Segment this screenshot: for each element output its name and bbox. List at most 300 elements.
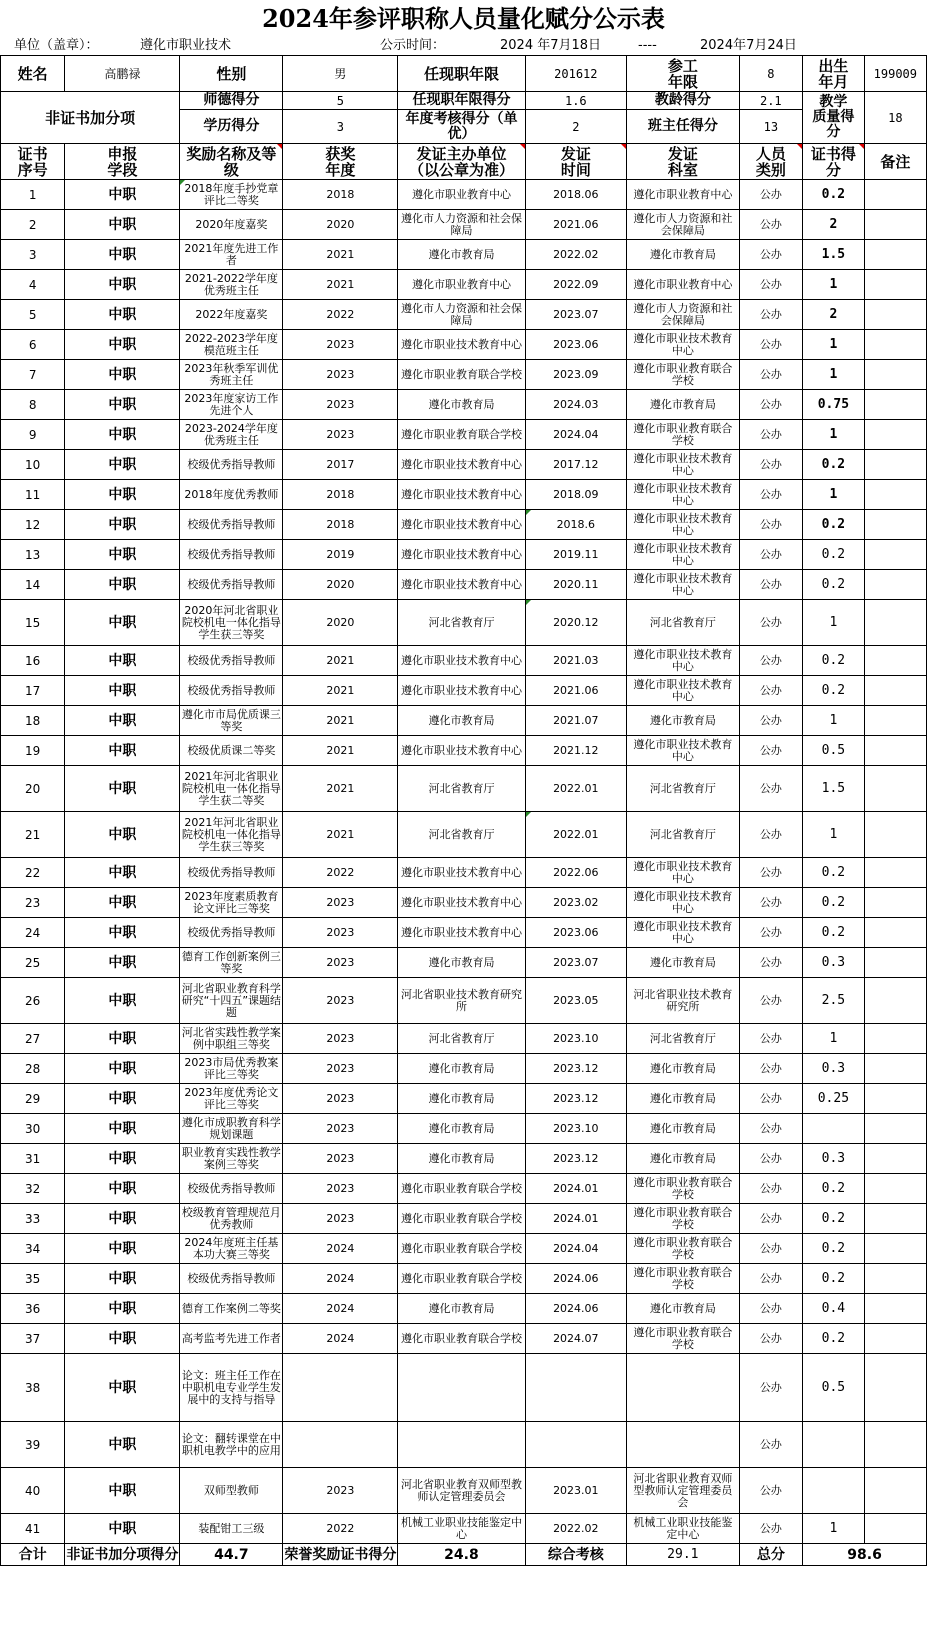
table-row <box>1 1114 927 1144</box>
cell-issue-office: 河北省职业技术教育研究所 <box>627 978 739 1024</box>
totals-row <box>1 1544 927 1566</box>
cell-award-year: 2023 <box>283 948 398 978</box>
cell-staff-type: 公办 <box>739 1422 803 1468</box>
publish-dash: ---- <box>638 38 657 53</box>
cell-award-year: 2023 <box>283 918 398 948</box>
table-row <box>1 1294 927 1324</box>
cell-cert-no: 16 <box>1 646 65 676</box>
tenure-score-label: 任现职年限得分 <box>398 92 525 110</box>
cell-award-year: 2018 <box>283 510 398 540</box>
cell-issuer: 遵化市职业教育联合学校 <box>398 1234 525 1264</box>
column-header-stage: 申报 学段 <box>65 144 180 180</box>
cell-cert-no: 17 <box>1 676 65 706</box>
cell-staff-type: 公办 <box>739 510 803 540</box>
cell-staff-type: 公办 <box>739 1324 803 1354</box>
cell-award-name: 校级优秀指导教师 <box>180 1174 283 1204</box>
cell-issue-date: 2019.11 <box>525 540 627 570</box>
cell-cert-no: 23 <box>1 888 65 918</box>
cell-cert-no: 1 <box>1 180 65 210</box>
cell-award-year <box>283 1354 398 1422</box>
cell-award-name: 校级优秀指导教师 <box>180 540 283 570</box>
cell-cert-no: 38 <box>1 1354 65 1422</box>
cell-remarks <box>864 1294 926 1324</box>
gender-label: 性别 <box>180 56 283 92</box>
table-row <box>1 300 927 330</box>
cell-issue-date: 2022.02 <box>525 240 627 270</box>
cell-staff-type: 公办 <box>739 1144 803 1174</box>
cell-cert-no: 33 <box>1 1204 65 1234</box>
cell-stage: 中职 <box>65 1024 180 1054</box>
cell-remarks <box>864 1468 926 1514</box>
cell-remarks <box>864 676 926 706</box>
cell-award-year: 2023 <box>283 420 398 450</box>
cell-cert-no: 18 <box>1 706 65 736</box>
cell-issue-office: 遵化市职业技术教育中心 <box>627 888 739 918</box>
publish-date-to: 2024年7月24日 <box>700 38 797 53</box>
cell-award-year: 2021 <box>283 766 398 812</box>
work-years-label: 参工 年限 <box>627 56 739 92</box>
table-row <box>1 420 927 450</box>
cell-remarks <box>864 540 926 570</box>
table-row <box>1 1324 927 1354</box>
cell-cert-score: 0.5 <box>803 736 865 766</box>
cell-stage: 中职 <box>65 210 180 240</box>
cell-cert-no: 2 <box>1 210 65 240</box>
cell-issue-office: 遵化市职业教育联合学校 <box>627 1324 739 1354</box>
cell-award-year: 2022 <box>283 1514 398 1544</box>
cell-issue-date: 2023.06 <box>525 918 627 948</box>
cell-cert-score: 0.2 <box>803 858 865 888</box>
person-row <box>1 56 927 92</box>
cell-award-name: 2022年度嘉奖 <box>180 300 283 330</box>
cell-award-name: 校级教育管理规范月优秀教师 <box>180 1204 283 1234</box>
cell-issue-office <box>627 1422 739 1468</box>
cell-staff-type: 公办 <box>739 270 803 300</box>
cell-remarks <box>864 180 926 210</box>
cell-stage: 中职 <box>65 1204 180 1234</box>
cell-cert-score: 0.2 <box>803 510 865 540</box>
cell-remarks <box>864 450 926 480</box>
cell-cert-no: 8 <box>1 390 65 420</box>
page-title: 2024年参评职称人员量化赋分公示表 <box>262 4 665 33</box>
table-row <box>1 1054 927 1084</box>
cell-stage: 中职 <box>65 646 180 676</box>
cell-issuer: 遵化市职业技术教育中心 <box>398 480 525 510</box>
cell-remarks <box>864 480 926 510</box>
cell-award-year: 2023 <box>283 1204 398 1234</box>
cell-issue-office: 遵化市教育局 <box>627 390 739 420</box>
cell-award-year <box>283 1422 398 1468</box>
cell-award-year: 2019 <box>283 540 398 570</box>
cell-cert-score: 0.2 <box>803 1324 865 1354</box>
table-row <box>1 1514 927 1544</box>
cell-cert-score: 1.5 <box>803 240 865 270</box>
table-row <box>1 706 927 736</box>
cell-issuer: 河北省教育厅 <box>398 1024 525 1054</box>
cell-issue-date: 2023.12 <box>525 1084 627 1114</box>
cell-issue-date: 2021.07 <box>525 706 627 736</box>
cell-cert-score: 0.2 <box>803 918 865 948</box>
cell-issuer: 河北省职业技术教育研究所 <box>398 978 525 1024</box>
column-header-cert-score: 证书得 分 <box>803 144 865 180</box>
cell-staff-type: 公办 <box>739 1054 803 1084</box>
cell-award-year: 2024 <box>283 1234 398 1264</box>
ethics-value: 5 <box>283 92 398 110</box>
column-header-cert-no: 证书 序号 <box>1 144 65 180</box>
cell-award-year: 2023 <box>283 888 398 918</box>
cell-issue-date: 2024.01 <box>525 1204 627 1234</box>
cell-cert-no: 24 <box>1 918 65 948</box>
cell-remarks <box>864 420 926 450</box>
cell-cert-no: 21 <box>1 812 65 858</box>
cell-issue-date: 2018.09 <box>525 480 627 510</box>
cell-stage: 中职 <box>65 510 180 540</box>
cell-cert-no: 30 <box>1 1114 65 1144</box>
cell-cert-no: 10 <box>1 450 65 480</box>
cell-issue-date: 2022.09 <box>525 270 627 300</box>
cell-award-name: 河北省实践性教学案例中职组三等奖 <box>180 1024 283 1054</box>
cell-award-name: 校级优秀指导教师 <box>180 918 283 948</box>
cell-award-name: 2020年度嘉奖 <box>180 210 283 240</box>
cell-award-name: 2018年度手抄党章评比二等奖 <box>180 180 283 210</box>
cell-award-year: 2021 <box>283 646 398 676</box>
cell-cert-score: 1 <box>803 360 865 390</box>
table-row <box>1 766 927 812</box>
table-row <box>1 676 927 706</box>
cell-cert-score: 2.5 <box>803 978 865 1024</box>
publish-date-from: 2024 年7月18日 <box>500 38 602 53</box>
table-row <box>1 1144 927 1174</box>
cell-issuer: 遵化市教育局 <box>398 1294 525 1324</box>
table-row <box>1 1084 927 1114</box>
cell-issue-date: 2021.03 <box>525 646 627 676</box>
cell-issue-office: 遵化市职业教育中心 <box>627 270 739 300</box>
cell-award-name: 双师型教师 <box>180 1468 283 1514</box>
table-row <box>1 1264 927 1294</box>
table-row <box>1 736 927 766</box>
cell-cert-score: 1 <box>803 706 865 736</box>
cell-remarks <box>864 1264 926 1294</box>
table-row <box>1 390 927 420</box>
cell-award-name: 2024年度班主任基本功大赛三等奖 <box>180 1234 283 1264</box>
cell-award-name: 2023年秋季军训优秀班主任 <box>180 360 283 390</box>
cell-issue-date: 2024.01 <box>525 1174 627 1204</box>
cell-issuer: 遵化市职业技术教育中心 <box>398 646 525 676</box>
quality-value: 18 <box>864 92 926 144</box>
cell-staff-type: 公办 <box>739 390 803 420</box>
cell-stage: 中职 <box>65 706 180 736</box>
cell-cert-score: 2 <box>803 210 865 240</box>
column-header-award-name: 奖励名称及等级 <box>180 144 283 180</box>
cell-staff-type: 公办 <box>739 706 803 736</box>
table-row <box>1 180 927 210</box>
cell-issue-office: 遵化市教育局 <box>627 706 739 736</box>
cell-staff-type: 公办 <box>739 240 803 270</box>
unit-value: 遵化市职业技术 <box>140 38 232 53</box>
cell-stage: 中职 <box>65 360 180 390</box>
cell-issuer: 遵化市职业教育联合学校 <box>398 360 525 390</box>
table-row <box>1 1204 927 1234</box>
cell-issue-office: 遵化市职业技术教育中心 <box>627 736 739 766</box>
seniority-value: 2.1 <box>739 92 803 110</box>
cell-issue-office: 遵化市人力资源和社会保障局 <box>627 300 739 330</box>
column-header-row <box>1 144 927 180</box>
cell-cert-score: 1 <box>803 1514 865 1544</box>
cell-award-year: 2023 <box>283 978 398 1024</box>
cell-issuer: 河北省教育厅 <box>398 812 525 858</box>
cell-stage: 中职 <box>65 420 180 450</box>
cell-cert-score: 0.2 <box>803 570 865 600</box>
annual-label: 年度考核得分（单优） <box>398 110 525 144</box>
cell-award-year: 2024 <box>283 1294 398 1324</box>
cell-staff-type: 公办 <box>739 330 803 360</box>
cell-award-name: 2021年河北省职业院校机电一体化指导学生获二等奖 <box>180 766 283 812</box>
cell-award-name: 装配钳工三级 <box>180 1514 283 1544</box>
cell-remarks <box>864 812 926 858</box>
cell-cert-no: 27 <box>1 1024 65 1054</box>
cell-award-year: 2023 <box>283 1084 398 1114</box>
table-row <box>1 888 927 918</box>
cell-issue-date: 2022.01 <box>525 766 627 812</box>
gender-value: 男 <box>283 56 398 92</box>
cell-staff-type: 公办 <box>739 1514 803 1544</box>
headteacher-value: 13 <box>739 110 803 144</box>
cell-award-year: 2020 <box>283 570 398 600</box>
cell-issue-date: 2020.11 <box>525 570 627 600</box>
cell-issuer: 遵化市职业教育联合学校 <box>398 1264 525 1294</box>
cell-remarks <box>864 1174 926 1204</box>
cell-issue-date: 2023.05 <box>525 978 627 1024</box>
cell-award-name: 2023市局优秀教案评比三等奖 <box>180 1054 283 1084</box>
cell-award-name: 校级优质课二等奖 <box>180 736 283 766</box>
cell-award-year: 2021 <box>283 240 398 270</box>
cell-issue-office: 遵化市职业教育中心 <box>627 180 739 210</box>
cell-staff-type: 公办 <box>739 1294 803 1324</box>
non-cert-section-label: 非证书加分项 <box>1 92 180 144</box>
cell-stage: 中职 <box>65 858 180 888</box>
cell-cert-no: 26 <box>1 978 65 1024</box>
table-row <box>1 948 927 978</box>
cell-remarks <box>864 270 926 300</box>
cell-cert-score: 0.3 <box>803 948 865 978</box>
table-row <box>1 600 927 646</box>
cell-award-year: 2022 <box>283 858 398 888</box>
cell-issue-office: 遵化市职业技术教育中心 <box>627 646 739 676</box>
table-row <box>1 1354 927 1422</box>
scores-row-1 <box>1 92 927 110</box>
cell-cert-score: 0.2 <box>803 180 865 210</box>
cell-stage: 中职 <box>65 1234 180 1264</box>
cell-issue-office: 遵化市职业技术教育中心 <box>627 540 739 570</box>
cell-staff-type: 公办 <box>739 948 803 978</box>
cell-staff-type: 公办 <box>739 480 803 510</box>
cell-stage: 中职 <box>65 1422 180 1468</box>
cell-cert-no: 14 <box>1 570 65 600</box>
cell-award-name: 德育工作创新案例三等奖 <box>180 948 283 978</box>
cell-award-year: 2020 <box>283 600 398 646</box>
publish-label: 公示时间： <box>380 38 446 53</box>
cell-issuer: 遵化市教育局 <box>398 1054 525 1084</box>
cell-staff-type: 公办 <box>739 1234 803 1264</box>
cell-award-name: 2023年度优秀论文评比三等奖 <box>180 1084 283 1114</box>
cell-issue-date: 2021.06 <box>525 210 627 240</box>
birth-label: 出生 年月 <box>803 56 865 92</box>
cell-issue-date: 2022.01 <box>525 812 627 858</box>
cell-cert-no: 7 <box>1 360 65 390</box>
cell-issue-date: 2018.06 <box>525 180 627 210</box>
cell-staff-type: 公办 <box>739 570 803 600</box>
cell-award-name: 遵化市市局优质课三等奖 <box>180 706 283 736</box>
cell-issue-office: 遵化市教育局 <box>627 1294 739 1324</box>
cell-staff-type: 公办 <box>739 812 803 858</box>
cell-issue-date: 2023.12 <box>525 1054 627 1084</box>
cell-cert-score: 0.5 <box>803 1354 865 1422</box>
cell-award-year: 2020 <box>283 210 398 240</box>
cell-award-name: 校级优秀指导教师 <box>180 1264 283 1294</box>
cell-cert-no: 9 <box>1 420 65 450</box>
table-row <box>1 978 927 1024</box>
table-row <box>1 210 927 240</box>
cell-remarks <box>864 1054 926 1084</box>
table-row <box>1 450 927 480</box>
table-row <box>1 918 927 948</box>
cell-issuer: 遵化市教育局 <box>398 390 525 420</box>
cell-remarks <box>864 948 926 978</box>
cell-cert-score: 1 <box>803 420 865 450</box>
cell-issue-date: 2021.06 <box>525 676 627 706</box>
cell-remarks <box>864 1084 926 1114</box>
cell-cert-score: 0.2 <box>803 1264 865 1294</box>
cell-issue-date: 2022.06 <box>525 858 627 888</box>
cell-remarks <box>864 706 926 736</box>
cell-staff-type: 公办 <box>739 360 803 390</box>
cell-stage: 中职 <box>65 330 180 360</box>
cell-staff-type: 公办 <box>739 180 803 210</box>
cell-cert-score: 0.75 <box>803 390 865 420</box>
cell-staff-type: 公办 <box>739 918 803 948</box>
birth-value: 199009 <box>864 56 926 92</box>
cell-issue-office: 遵化市职业技术教育中心 <box>627 510 739 540</box>
cell-issuer: 河北省教育厅 <box>398 766 525 812</box>
cell-staff-type: 公办 <box>739 450 803 480</box>
cell-cert-score: 0.3 <box>803 1144 865 1174</box>
cell-staff-type: 公办 <box>739 1024 803 1054</box>
cell-cert-score: 0.2 <box>803 1234 865 1264</box>
cell-issue-office: 河北省教育厅 <box>627 600 739 646</box>
cell-cert-score: 0.2 <box>803 450 865 480</box>
cell-stage: 中职 <box>65 1354 180 1422</box>
cell-issue-date: 2022.02 <box>525 1514 627 1544</box>
cell-award-name: 2021年度先进工作者 <box>180 240 283 270</box>
cell-cert-score: 1 <box>803 1024 865 1054</box>
cell-remarks <box>864 1114 926 1144</box>
cell-issuer: 机械工业职业技能鉴定中心 <box>398 1514 525 1544</box>
cell-issue-date: 2023.07 <box>525 300 627 330</box>
cell-issue-date: 2024.07 <box>525 1324 627 1354</box>
cell-issue-office: 遵化市职业技术教育中心 <box>627 570 739 600</box>
cell-staff-type: 公办 <box>739 676 803 706</box>
cell-issuer: 河北省职业教育双师型教师认定管理委员会 <box>398 1468 525 1514</box>
cell-issue-office: 遵化市职业教育联合学校 <box>627 360 739 390</box>
non-cert-total-value: 44.7 <box>180 1544 283 1566</box>
cell-award-year: 2023 <box>283 1054 398 1084</box>
cell-issue-date <box>525 1422 627 1468</box>
cell-remarks <box>864 1324 926 1354</box>
cell-stage: 中职 <box>65 1514 180 1544</box>
annual-value: 2 <box>525 110 627 144</box>
cell-cert-score: 1 <box>803 330 865 360</box>
table-row <box>1 570 927 600</box>
cell-award-year: 2023 <box>283 1024 398 1054</box>
cell-staff-type: 公办 <box>739 858 803 888</box>
cell-issue-office: 遵化市职业技术教育中心 <box>627 676 739 706</box>
cell-issuer: 遵化市职业技术教育中心 <box>398 676 525 706</box>
cell-issue-office: 遵化市职业技术教育中心 <box>627 450 739 480</box>
cell-issue-office: 遵化市职业教育联合学校 <box>627 1234 739 1264</box>
cell-cert-no: 3 <box>1 240 65 270</box>
cell-staff-type: 公办 <box>739 1354 803 1422</box>
cell-cert-no: 31 <box>1 1144 65 1174</box>
cell-cert-score: 1 <box>803 600 865 646</box>
cell-award-year: 2023 <box>283 1468 398 1514</box>
tenure-label: 任现职年限 <box>398 56 525 92</box>
table-row <box>1 540 927 570</box>
cell-staff-type: 公办 <box>739 1204 803 1234</box>
cell-award-name: 职业教育实践性教学案例三等奖 <box>180 1144 283 1174</box>
cell-stage: 中职 <box>65 570 180 600</box>
cell-issue-office: 遵化市教育局 <box>627 1054 739 1084</box>
cell-remarks <box>864 1354 926 1422</box>
cell-award-year: 2023 <box>283 330 398 360</box>
cell-stage: 中职 <box>65 180 180 210</box>
column-header-issuer: 发证主办单位 （以公章为准） <box>398 144 525 180</box>
column-header-issue-date: 发证 时间 <box>525 144 627 180</box>
cell-award-year: 2021 <box>283 706 398 736</box>
cell-issue-office: 河北省教育厅 <box>627 766 739 812</box>
cell-remarks <box>864 1024 926 1054</box>
cell-stage: 中职 <box>65 1468 180 1514</box>
cell-staff-type: 公办 <box>739 766 803 812</box>
cell-award-name: 校级优秀指导教师 <box>180 676 283 706</box>
table-row <box>1 480 927 510</box>
cell-award-year: 2023 <box>283 1114 398 1144</box>
cell-staff-type: 公办 <box>739 300 803 330</box>
cell-issue-date: 2024.04 <box>525 1234 627 1264</box>
cell-issue-office: 遵化市教育局 <box>627 1084 739 1114</box>
cell-cert-no: 5 <box>1 300 65 330</box>
cell-stage: 中职 <box>65 1114 180 1144</box>
cell-cert-score <box>803 1468 865 1514</box>
cell-award-year: 2021 <box>283 736 398 766</box>
cell-remarks <box>864 1514 926 1544</box>
cell-cert-no: 12 <box>1 510 65 540</box>
cell-stage: 中职 <box>65 270 180 300</box>
cell-issuer: 遵化市职业教育联合学校 <box>398 1204 525 1234</box>
cell-cert-no: 32 <box>1 1174 65 1204</box>
cell-issue-office: 遵化市教育局 <box>627 240 739 270</box>
cell-issuer: 遵化市职业技术教育中心 <box>398 888 525 918</box>
cell-staff-type: 公办 <box>739 1114 803 1144</box>
cell-stage: 中职 <box>65 918 180 948</box>
cell-issuer: 遵化市职业技术教育中心 <box>398 510 525 540</box>
overall-label: 综合考核 <box>525 1544 627 1566</box>
cell-issuer: 遵化市职业技术教育中心 <box>398 540 525 570</box>
cell-remarks <box>864 210 926 240</box>
cell-issue-date: 2017.12 <box>525 450 627 480</box>
cell-cert-score: 0.2 <box>803 646 865 676</box>
cell-issue-office: 河北省职业教育双师型教师认定管理委员会 <box>627 1468 739 1514</box>
cell-remarks <box>864 918 926 948</box>
